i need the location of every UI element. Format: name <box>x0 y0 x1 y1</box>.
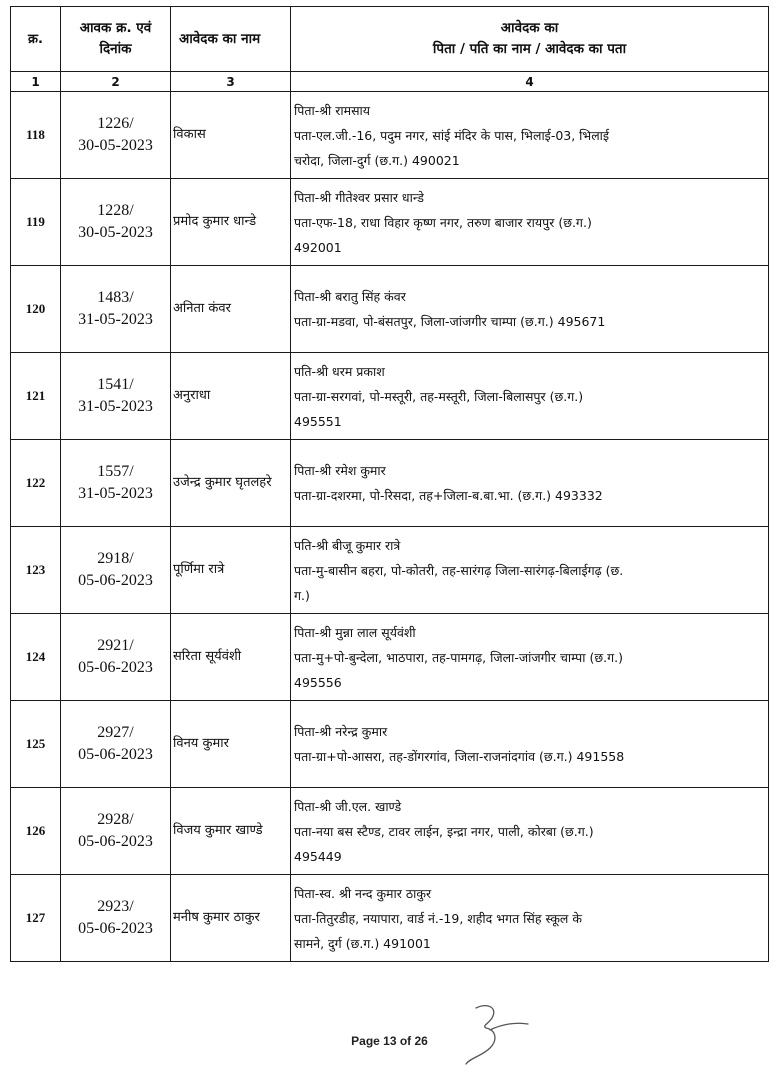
serial-number: 121 <box>11 353 61 440</box>
inward-number: 2921/ <box>97 637 134 654</box>
inward-number: 2923/ <box>97 898 134 915</box>
detail-line: पता-नया बस स्टैण्ड, टावर लाईन, इन्द्रा नगर, पाली, कोरबा (छ.ग.) <box>294 823 594 839</box>
detail-line: पता-ग्रा-दशरमा, पो-रिसदा, तह+जिला-ब.बा.भा. (छ.ग.) 493332 <box>294 488 603 503</box>
applicant-name: विजय कुमार खाण्डे <box>171 788 291 875</box>
inward-no-date <box>61 440 171 527</box>
detail-line: पिता-श्री गीतेश्वर प्रसार धान्डे <box>294 189 424 205</box>
inward-date: 05-06-2023 <box>78 920 153 937</box>
inward-no-date <box>61 266 171 353</box>
table-row <box>11 788 769 875</box>
inward-no-date <box>61 527 171 614</box>
serial-number: 126 <box>11 788 61 875</box>
inward-number: 1228/ <box>97 202 134 219</box>
inward-no-date <box>61 701 171 788</box>
inward-number: 1226/ <box>97 115 134 132</box>
inward-date: 31-05-2023 <box>78 398 153 415</box>
applicant-name: विनय कुमार <box>171 701 291 788</box>
detail-line: पता-एफ-18, राधा विहार कृष्ण नगर, तरुण बाजार रायपुर (छ.ग.) <box>294 214 592 230</box>
inward-no-date <box>61 875 171 962</box>
table-row <box>11 179 769 266</box>
serial-number: 120 <box>11 266 61 353</box>
detail-line: पति-श्री बीजू कुमार रात्रे <box>294 537 401 553</box>
detail-line: पता-ग्रा-मडवा, पो-बंसतपुर, जिला-जांजगीर चाम्पा (छ.ग.) 495671 <box>294 314 606 329</box>
detail-line: पिता-श्री मुन्ना लाल सूर्यवंशी <box>294 624 416 640</box>
header-applicant-details: आवेदक का पिता / पति का नाम / आवेदक का पता <box>291 7 769 72</box>
applicant-details <box>291 701 769 788</box>
inward-no-date <box>61 353 171 440</box>
page-number: Page 13 of 26 <box>351 1034 428 1048</box>
signature-mark <box>462 1000 532 1066</box>
column-number-row <box>11 72 769 92</box>
table-row <box>11 875 769 962</box>
detail-line: पिता-श्री बरातु सिंह कंवर <box>294 289 406 304</box>
table-row <box>11 92 769 179</box>
applicant-details <box>291 179 769 266</box>
table-row <box>11 266 769 353</box>
applicant-details <box>291 92 769 179</box>
serial-number: 125 <box>11 701 61 788</box>
column-number: 4 <box>291 72 769 92</box>
detail-line: चरोदा, जिला-दुर्ग (छ.ग.) 490021 <box>294 152 460 168</box>
applicant-details <box>291 440 769 527</box>
applicant-name: उजेन्द्र कुमार घृतलहरे <box>171 440 291 527</box>
column-number: 1 <box>11 72 61 92</box>
applicant-details <box>291 875 769 962</box>
applicant-name: प्रमोद कुमार धान्डे <box>171 179 291 266</box>
detail-line: पिता-स्व. श्री नन्द कुमार ठाकुर <box>294 885 432 901</box>
table-row <box>11 701 769 788</box>
inward-no-date <box>61 788 171 875</box>
table-row <box>11 614 769 701</box>
detail-line: पिता-श्री रामसाय <box>294 102 371 118</box>
detail-line: पता-तितुरडीह, नयापारा, वार्ड नं.-19, शहीद भगत सिंह स्कूल के <box>294 910 582 926</box>
detail-line: पति-श्री धरम प्रकाश <box>294 363 385 379</box>
inward-date: 05-06-2023 <box>78 659 153 676</box>
table-header-row <box>11 7 769 72</box>
detail-line: पता-मु+पो-बुन्देला, भाठपारा, तह-पामगढ़, जिला-जांजगीर चाम्पा (छ.ग.) <box>294 649 623 665</box>
applicant-name: अनुराधा <box>171 353 291 440</box>
header-inward-no-date: आवक क्र. एवं दिनांक <box>61 7 171 72</box>
serial-number: 123 <box>11 527 61 614</box>
detail-line: पता-ग्रा+पो-आसरा, तह-डोंगरगांव, जिला-राजनांदगांव (छ.ग.) 491558 <box>294 749 625 764</box>
column-number: 3 <box>171 72 291 92</box>
applicant-name: विकास <box>171 92 291 179</box>
inward-number: 1483/ <box>97 289 134 306</box>
column-number: 2 <box>61 72 171 92</box>
applicant-name: पूर्णिमा रात्रे <box>171 527 291 614</box>
inward-number: 1557/ <box>97 463 134 480</box>
header-applicant-name: आवेदक का नाम <box>171 7 291 72</box>
inward-date: 30-05-2023 <box>78 137 153 154</box>
applicant-name: अनिता कंवर <box>171 266 291 353</box>
applicant-details <box>291 266 769 353</box>
table-row <box>11 527 769 614</box>
inward-date: 05-06-2023 <box>78 833 153 850</box>
applicant-details <box>291 353 769 440</box>
inward-number: 1541/ <box>97 376 134 393</box>
detail-line: पिता-श्री नरेन्द्र कुमार <box>294 724 388 739</box>
inward-no-date <box>61 92 171 179</box>
applicant-details <box>291 527 769 614</box>
applicant-details <box>291 788 769 875</box>
serial-number: 118 <box>11 92 61 179</box>
detail-line: पता-मु-बासीन बहरा, पो-कोतरी, तह-सारंगढ़ जिला-सारंगढ़-बिलाईगढ़ (छ. <box>294 562 624 578</box>
table-row <box>11 440 769 527</box>
applicant-name: सरिता सूर्यवंशी <box>171 614 291 701</box>
detail-line: पिता-श्री जी.एल. खाण्डे <box>294 798 402 814</box>
applicant-name: मनीष कुमार ठाकुर <box>171 875 291 962</box>
inward-number: 2927/ <box>97 724 134 741</box>
inward-date: 31-05-2023 <box>78 485 153 502</box>
detail-line: पता-ग्रा-सरगवां, पो-मस्तूरी, तह-मस्तूरी, जिला-बिलासपुर (छ.ग.) <box>294 388 584 404</box>
serial-number: 119 <box>11 179 61 266</box>
inward-number: 2928/ <box>97 811 134 828</box>
detail-line: पता-एल.जी.-16, पदुम नगर, सांई मंदिर के पास, भिलाई-03, भिलाई <box>294 127 610 143</box>
header-serial: क्र. <box>11 7 61 72</box>
detail-line: ग.) <box>294 587 310 603</box>
detail-line: 492001 <box>294 239 342 255</box>
serial-number: 122 <box>11 440 61 527</box>
detail-line: पिता-श्री रमेश कुमार <box>294 463 386 478</box>
inward-no-date <box>61 614 171 701</box>
applicant-details <box>291 614 769 701</box>
inward-date: 30-05-2023 <box>78 224 153 241</box>
inward-date: 05-06-2023 <box>78 572 153 589</box>
detail-line: सामने, दुर्ग (छ.ग.) 491001 <box>294 935 431 951</box>
table-row <box>11 353 769 440</box>
inward-no-date <box>61 179 171 266</box>
inward-date: 31-05-2023 <box>78 311 153 328</box>
serial-number: 127 <box>11 875 61 962</box>
detail-line: 495556 <box>294 674 342 690</box>
detail-line: 495551 <box>294 413 342 429</box>
inward-date: 05-06-2023 <box>78 746 153 763</box>
serial-number: 124 <box>11 614 61 701</box>
applicant-register-table <box>10 6 769 962</box>
inward-number: 2918/ <box>97 550 134 567</box>
table-body <box>11 92 769 962</box>
detail-line: 495449 <box>294 848 342 864</box>
